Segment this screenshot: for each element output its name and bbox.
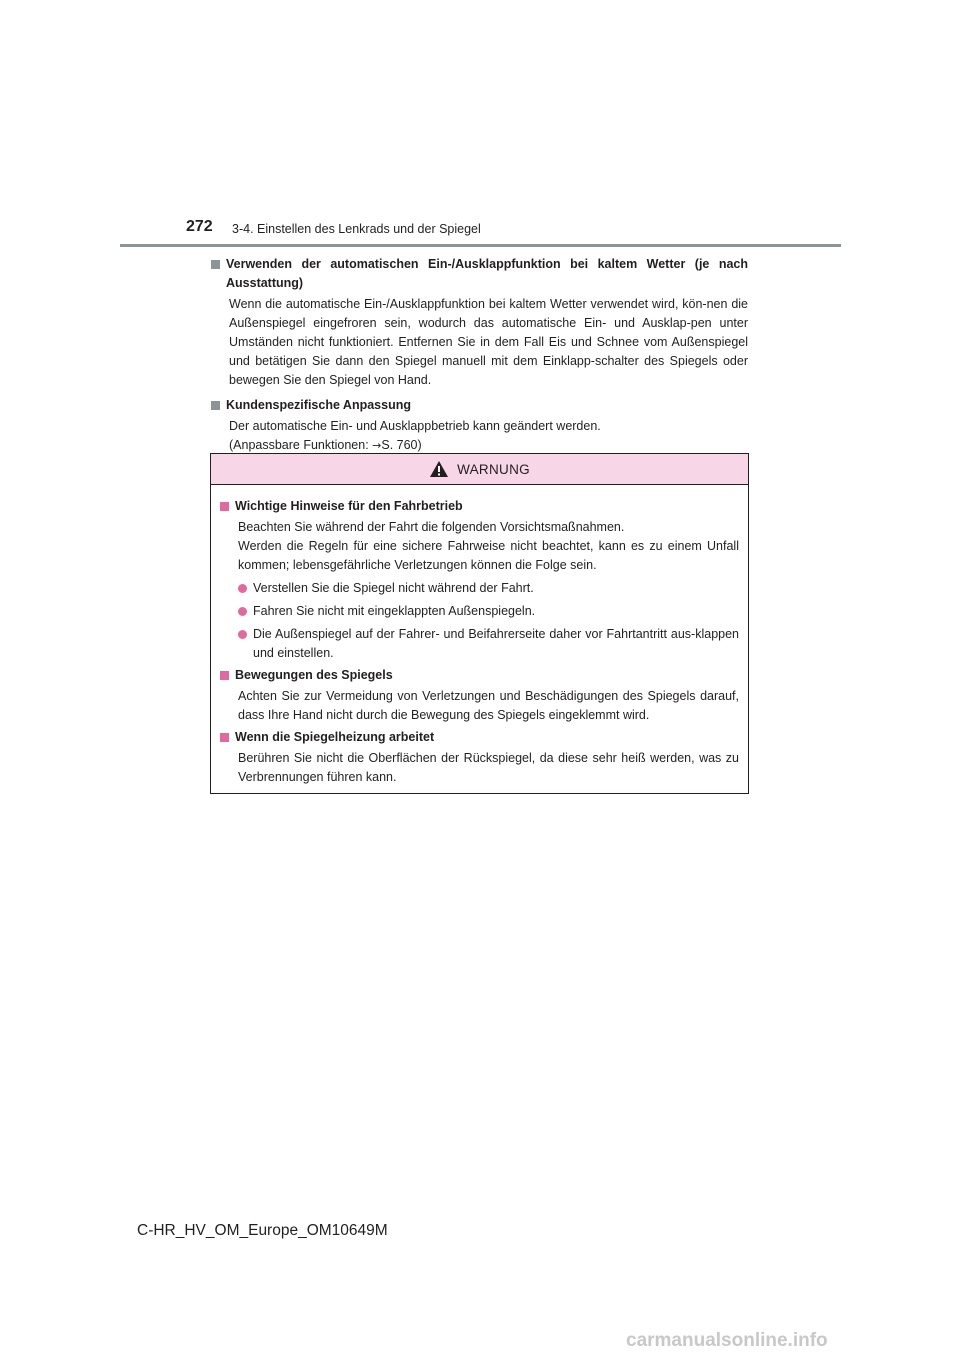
warning-box (210, 453, 749, 794)
watermark: carmanualsonline.info (626, 1330, 828, 1351)
section-customization (211, 396, 748, 455)
page-number: 272 (186, 218, 213, 235)
square-bullet-icon (220, 671, 229, 680)
warning-section-body: Beachten Sie während der Fahrt die folgenden Vorsichtsmaßnahmen. (238, 520, 625, 534)
main-content (211, 255, 748, 455)
square-bullet-icon (211, 260, 220, 269)
header-rule (120, 244, 841, 247)
section-body-line: Der automatische Ein- und Ausklappbetrieb kann geändert werden. (229, 419, 601, 433)
list-item: Fahren Sie nicht mit eingeklappten Außenspiegeln. (220, 602, 739, 621)
warning-header (211, 454, 748, 485)
warning-title: WARNUNG (457, 461, 530, 477)
warning-section-title: Wenn die Spiegelheizung arbeitet (235, 730, 435, 744)
square-bullet-icon (220, 502, 229, 511)
warning-section-title: Wichtige Hinweise für den Fahrbetrieb (235, 499, 463, 513)
warning-body (211, 485, 748, 787)
circle-bullet-icon (238, 607, 247, 616)
page-link[interactable]: S. 760) (381, 438, 422, 452)
circle-bullet-icon (238, 584, 247, 593)
arrow-right-icon: → (372, 439, 382, 452)
section-cold-weather (211, 255, 748, 390)
running-header: 3-4. Einstellen des Lenkrads und der Spiegel (232, 222, 481, 236)
section-body: Wenn die automatische Ein-/Ausklappfunktion bei kaltem Wetter verwendet wird, kön-nen die Außenspiegel eingefroren sein, wodurch das automatische Ein- und Ausklap-pen unter Umständen nicht funktioniert. Entfernen Sie in dem Fall Eis und Schnee vom Außenspiegel und betätigen Sie dann den Spiegel manuell mit dem Einklapp-schalter des Spiegels oder bewegen Sie den Spiegel von Hand. (229, 297, 748, 387)
square-bullet-icon (211, 401, 220, 410)
warning-section-title: Bewegungen des Spiegels (235, 668, 393, 682)
section-title: Kundenspezifische Anpassung (226, 398, 411, 412)
warning-triangle-icon (429, 460, 449, 478)
warning-section-body: Achten Sie zur Vermeidung von Verletzungen und Beschädigungen des Spiegels darauf, dass Ihre Hand nicht durch die Bewegung des Spiegels eingeklemmt wird. (238, 689, 739, 722)
footer-doc-id: C-HR_HV_OM_Europe_OM10649M (137, 1222, 388, 1239)
warning-section-body: Werden die Regeln für eine sichere Fahrweise nicht beachtet, kann es zu einem Unfall kommen; lebensgefährliche Verletzungen können die Folge sein. (238, 539, 739, 572)
square-bullet-icon (220, 733, 229, 742)
warning-section-body: Berühren Sie nicht die Oberflächen der Rückspiegel, da diese sehr heiß werden, was zu Verbrennungen führen kann. (238, 751, 739, 784)
section-title: Verwenden der automatischen Ein-/Ausklappfunktion bei kaltem Wetter (je nach Ausstattung) (226, 257, 748, 290)
circle-bullet-icon (238, 630, 247, 639)
page-reference: (Anpassbare Funktionen: →S. 760) (229, 438, 422, 452)
list-item: Verstellen Sie die Spiegel nicht während der Fahrt. (220, 579, 739, 598)
list-item: Die Außenspiegel auf der Fahrer- und Beifahrerseite daher vor Fahrtantritt aus-klappen und einstellen. (220, 625, 739, 663)
